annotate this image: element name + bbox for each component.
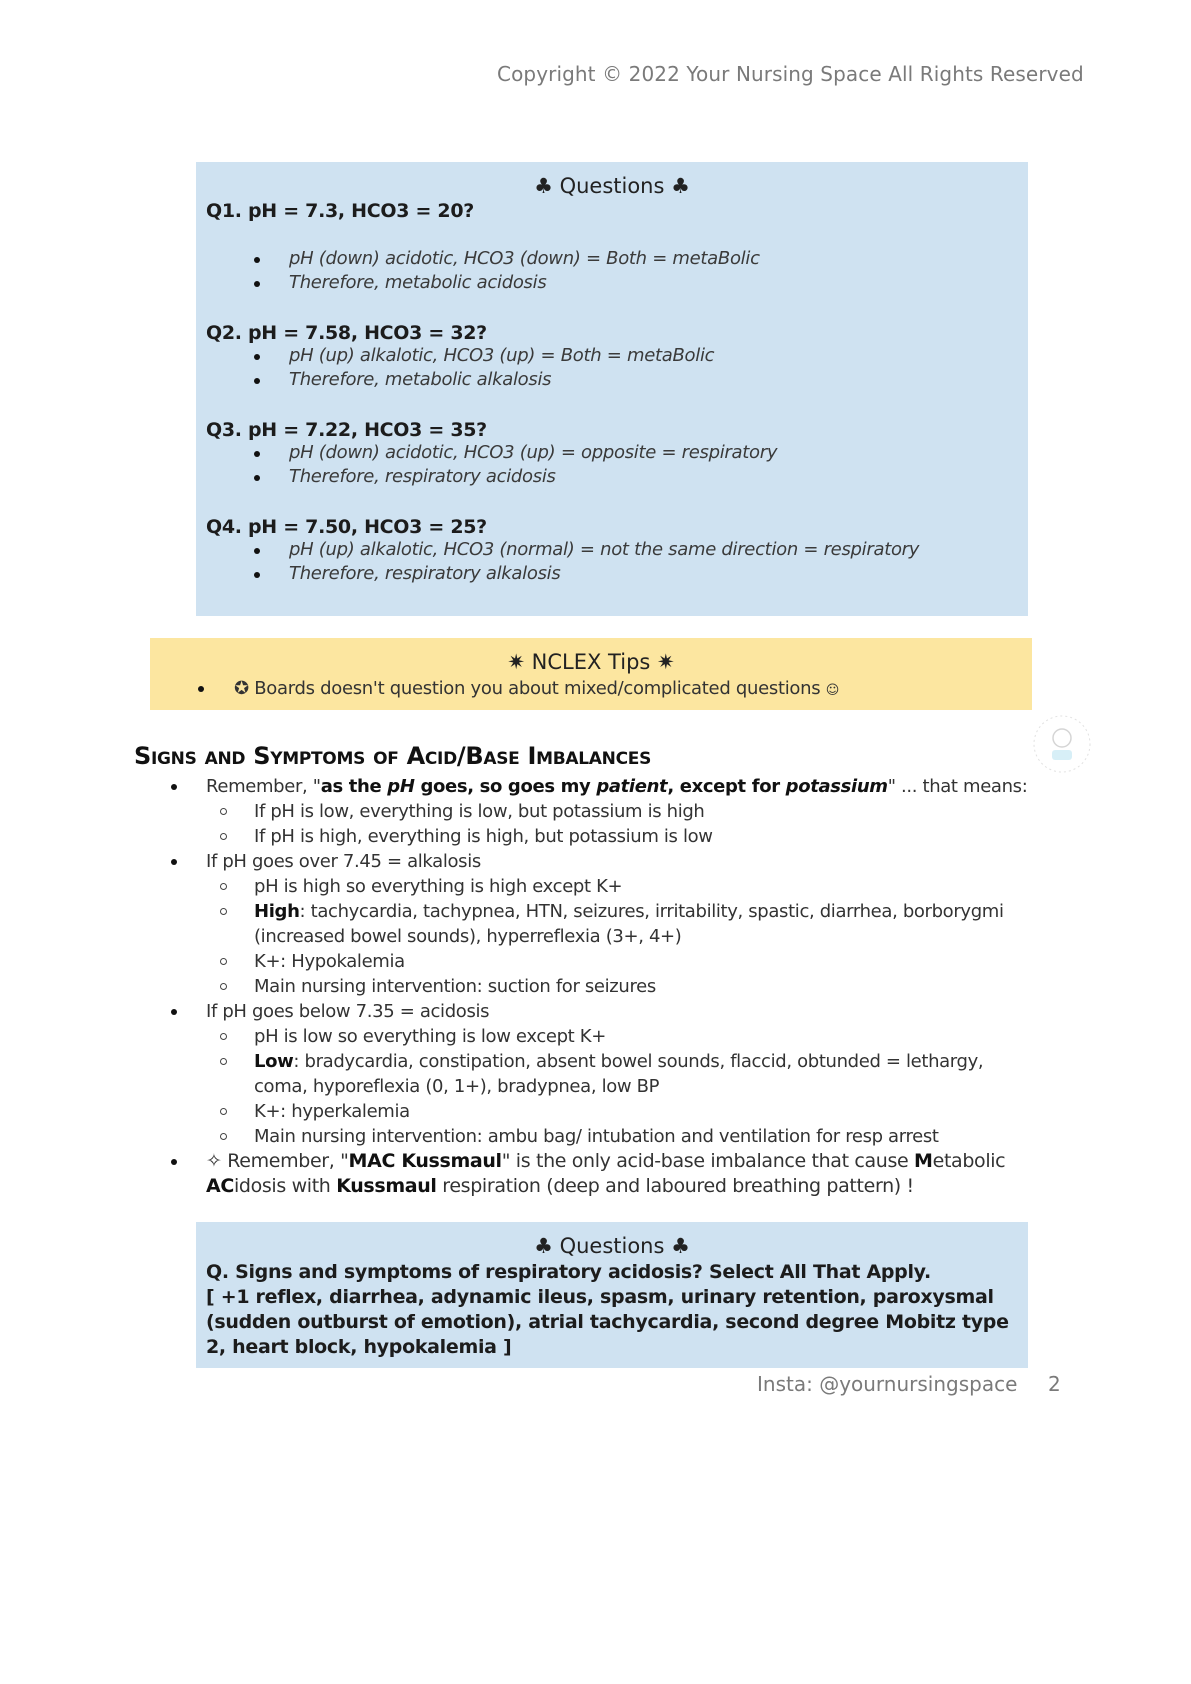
signs-symptoms-list <box>168 774 1038 1199</box>
bullet-icon <box>254 548 260 554</box>
questions-title: ♣ Questions ♣ <box>534 1234 690 1258</box>
page-number: 2 <box>1048 1372 1061 1396</box>
answer-list <box>206 247 760 295</box>
list-subitem: pH is low so everything is low except K+ <box>168 1024 1038 1049</box>
questions-box <box>196 162 1028 616</box>
star-icon: ✪ <box>234 678 249 699</box>
answer-item: pH (up) alkalotic, HCO3 (normal) = not the same direction = respiratory <box>206 538 919 562</box>
bullet-icon <box>254 451 260 457</box>
section-title: Signs and Symptoms of Acid/Base Imbalances <box>134 742 652 770</box>
list-item: If pH goes below 7.35 = acidosis <box>168 999 1038 1024</box>
smiley-icon: ☺ <box>825 683 839 698</box>
answer-list <box>206 344 714 392</box>
tip-item <box>198 678 839 699</box>
question-heading: Q1. pH = 7.3, HCO3 = 20? <box>206 200 474 222</box>
list-subitem: If pH is high, everything is high, but potassium is low <box>168 824 1038 849</box>
nclex-tips-title: ✷ NCLEX Tips ✷ <box>507 650 675 674</box>
circle-bullet-icon <box>220 983 227 990</box>
question-heading: Q4. pH = 7.50, HCO3 = 25? <box>206 516 487 538</box>
question-heading: Q2. pH = 7.58, HCO3 = 32? <box>206 322 487 344</box>
question-options: [ +1 reflex, diarrhea, adynamic ileus, spasm, urinary retention, paroxysmal (sudden outburst of emotion), atrial tachycardia, second degree Mobitz type 2, heart block, hypokalemia ] <box>206 1286 1009 1358</box>
bullet-icon <box>254 475 260 481</box>
copyright-header: Copyright © 2022 Your Nursing Space All Rights Reserved <box>497 62 1084 86</box>
list-subitem: Main nursing intervention: suction for seizures <box>168 974 1038 999</box>
list-subitem: pH is high so everything is high except K+ <box>168 874 1038 899</box>
circle-bullet-icon <box>220 958 227 965</box>
answer-item: Therefore, metabolic acidosis <box>206 271 760 295</box>
list-subitem: K+: hyperkalemia <box>168 1099 1038 1124</box>
circle-bullet-icon <box>220 1108 227 1115</box>
answer-item: Therefore, metabolic alkalosis <box>206 368 714 392</box>
list-subitem: K+: Hypokalemia <box>168 949 1038 974</box>
list-item: ✧ Remember, "MAC Kussmaul" is the only acid-base imbalance that cause Metabolic ACidosis with Kussmaul respiration (deep and laboured breathing pattern) ! <box>168 1149 1038 1199</box>
bullet-icon <box>171 784 177 790</box>
question-3 <box>206 419 777 489</box>
bullet-icon <box>198 686 204 692</box>
question-heading: Q3. pH = 7.22, HCO3 = 35? <box>206 419 487 441</box>
answer-list <box>206 538 919 586</box>
circle-bullet-icon <box>220 1133 227 1140</box>
list-subitem: High: tachycardia, tachypnea, HTN, seizures, irritability, spastic, diarrhea, borborygmi (increased bowel sounds), hyperreflexia (3+, 4+) <box>168 899 1038 949</box>
question-1 <box>206 200 760 295</box>
nclex-tips-box <box>150 638 1032 710</box>
list-subitem: Main nursing intervention: ambu bag/ intubation and ventilation for resp arrest <box>168 1124 1038 1149</box>
question-text: Q. Signs and symptoms of respiratory acidosis? Select All That Apply. <box>206 1261 931 1283</box>
bullet-icon <box>254 281 260 287</box>
bullet-icon <box>254 257 260 263</box>
bullet-icon <box>254 572 260 578</box>
questions-box-2 <box>196 1222 1028 1368</box>
tip-text: Boards doesn't question you about mixed/complicated questions <box>254 678 821 699</box>
answer-item: pH (down) acidotic, HCO3 (up) = opposite = respiratory <box>206 441 777 465</box>
question-2 <box>206 322 714 392</box>
bullet-icon <box>254 378 260 384</box>
bullet-icon <box>171 1159 177 1165</box>
circle-bullet-icon <box>220 908 227 915</box>
list-subitem: Low: bradycardia, constipation, absent bowel sounds, flaccid, obtunded = lethargy, coma, hyporeflexia (0, 1+), bradypnea, low BP <box>168 1049 1038 1099</box>
circle-bullet-icon <box>220 1033 227 1040</box>
bullet-icon <box>171 1009 177 1015</box>
diamond-icon: ✧ <box>206 1150 222 1172</box>
bullet-icon <box>254 354 260 360</box>
list-item: If pH goes over 7.45 = alkalosis <box>168 849 1038 874</box>
list-subitem: If pH is low, everything is low, but potassium is high <box>168 799 1038 824</box>
list-item: Remember, "as the pH goes, so goes my patient, except for potassium" ... that means: <box>168 774 1038 799</box>
circle-bullet-icon <box>220 808 227 815</box>
answer-item: Therefore, respiratory alkalosis <box>206 562 919 586</box>
answer-item: pH (up) alkalotic, HCO3 (up) = Both = metaBolic <box>206 344 714 368</box>
answer-item: Therefore, respiratory acidosis <box>206 465 777 489</box>
circle-bullet-icon <box>220 833 227 840</box>
brand-logo-watermark <box>1030 712 1094 776</box>
questions-title: ♣ Questions ♣ <box>534 174 690 198</box>
footer-insta-handle: Insta: @yournursingspace <box>757 1372 1018 1396</box>
circle-bullet-icon <box>220 1058 227 1065</box>
circle-bullet-icon <box>220 883 227 890</box>
answer-list <box>206 441 777 489</box>
bullet-icon <box>171 859 177 865</box>
question-4 <box>206 516 919 586</box>
answer-item: pH (down) acidotic, HCO3 (down) = Both = metaBolic <box>206 247 760 271</box>
sata-question <box>206 1260 1021 1360</box>
